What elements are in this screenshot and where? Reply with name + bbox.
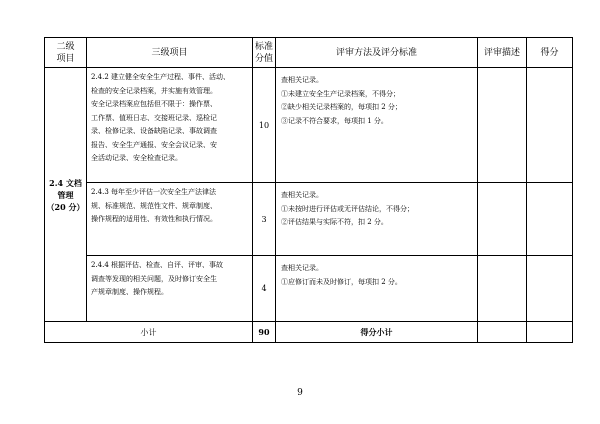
method-cell: 查相关记录。 ①应修订而未及时修订，每项扣 2 分。 (276, 256, 478, 322)
description-cell (478, 183, 527, 256)
subtotal-label: 小计 (45, 322, 253, 343)
header-standard: 标准 分值 (253, 38, 276, 68)
evaluation-table (44, 37, 573, 343)
header-level2: 二级 项目 (45, 38, 87, 68)
item-cell: 2.4.3 每年至少评估一次安全生产法律法 规、标准规范、规范性文件、规章制度、 操作规程的适用性、有效性和执行情况。 (87, 183, 253, 256)
score-cell (527, 183, 573, 256)
description-cell (478, 256, 527, 322)
table-row (45, 183, 573, 256)
page-number: 9 (297, 388, 303, 398)
category-cell: 2.4 文档 管理 （20 分） (45, 68, 87, 322)
description-cell (478, 68, 527, 183)
score-cell (527, 256, 573, 322)
table-row (45, 256, 573, 322)
method-cell: 查相关记录。 ①未建立安全生产记录档案，不得分； ②缺少相关记录档案的，每项扣 2 分； ③记录不符合要求，每项扣 1 分。 (276, 68, 478, 183)
header-description: 评审描述 (478, 38, 527, 68)
subtotal-value: 90 (253, 322, 276, 343)
item-cell: 2.4.4 根据评估、检查、自评、评审、事故 调查等发现的相关问题，及时修订安全生 产规章制度、操作规程。 (87, 256, 253, 322)
header-score: 得分 (527, 38, 573, 68)
summary-score-cell (527, 322, 573, 343)
score-cell (527, 68, 573, 183)
header-level3: 三级项目 (87, 38, 253, 68)
header-method: 评审方法及评分标准 (276, 38, 478, 68)
standard-score-cell: 4 (253, 256, 276, 322)
table-row (45, 68, 573, 183)
standard-score-cell: 3 (253, 183, 276, 256)
item-cell: 2.4.2 建立健全安全生产过程、事件、活动、 检查的安全记录档案，并实施有效管理。 安全记录档案应包括但不限于：操作票、 工作票、值班日志、交接班记录、巡检记 录、检修记录、设备缺陷记录、事故调查 报告、安全生产通报、安全会议记录、安 全活动记录、安全检查记录。 (87, 68, 253, 183)
summary-row (45, 322, 573, 343)
header-row (45, 38, 573, 68)
score-subtotal-label: 得分小计 (276, 322, 478, 343)
standard-score-cell: 10 (253, 68, 276, 183)
method-cell: 查相关记录。 ①未按时进行评估或无评估结论，不得分； ②评估结果与实际不符，扣 2 分。 (276, 183, 478, 256)
summary-description-cell (478, 322, 527, 343)
